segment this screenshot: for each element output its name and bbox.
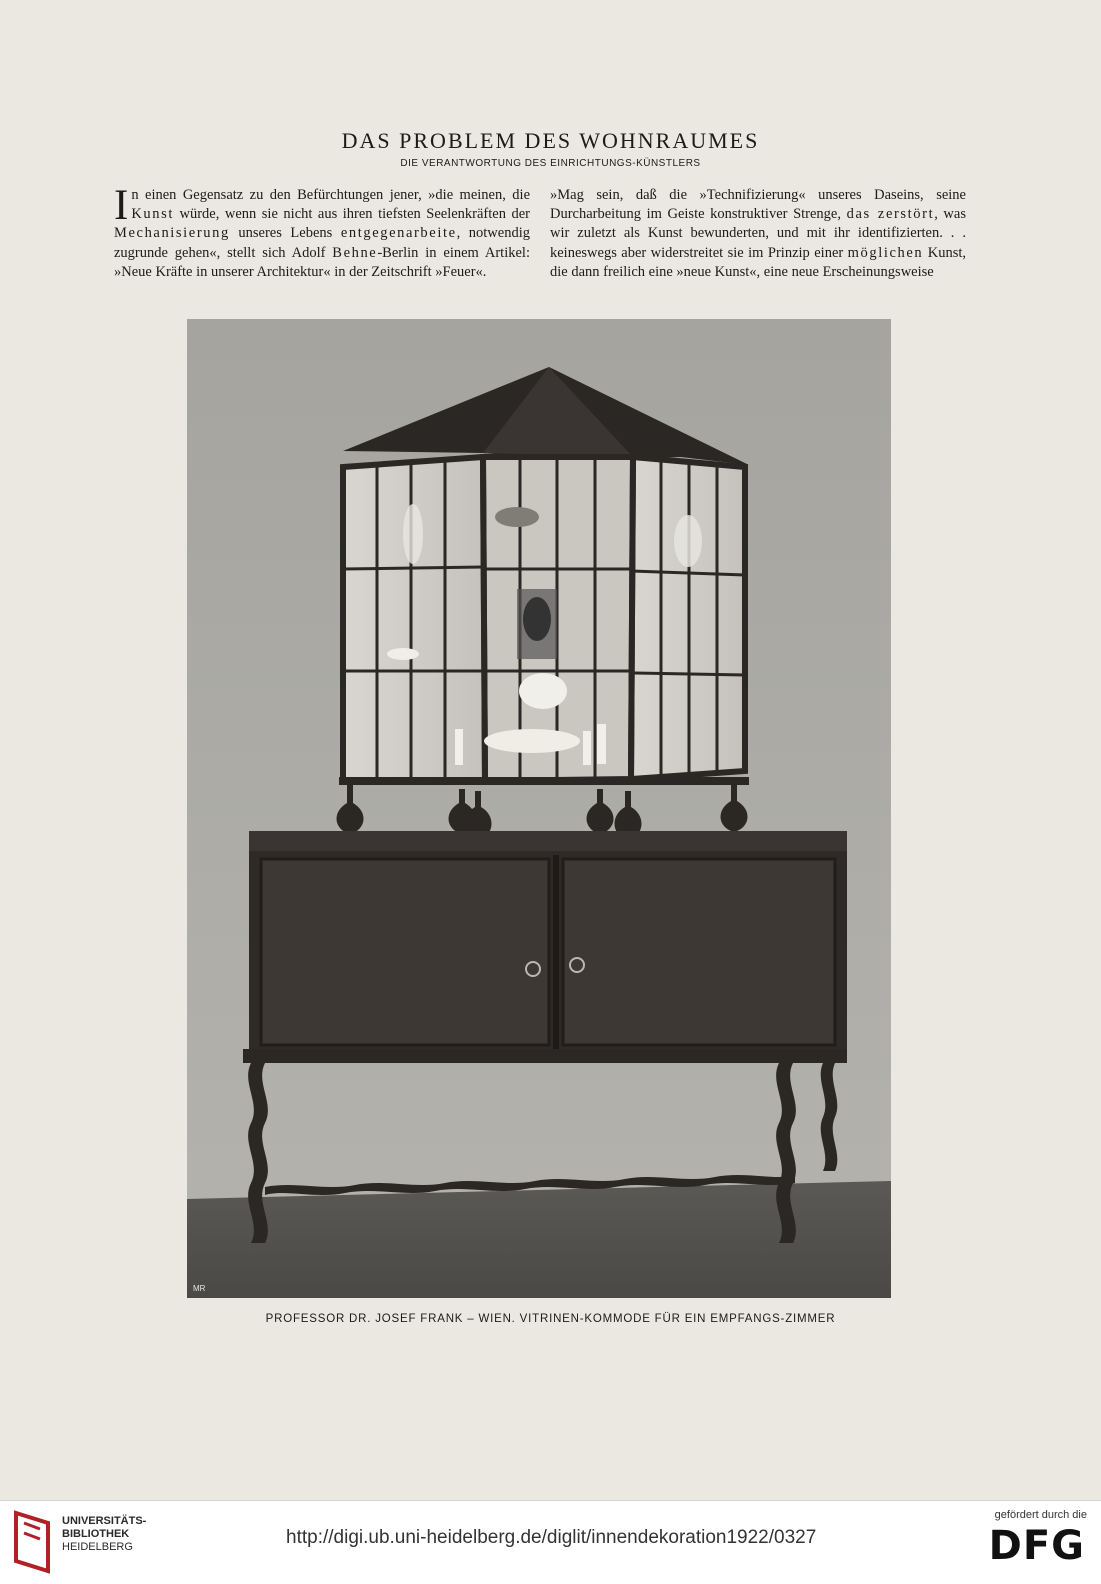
text-span: -Berlin in einem Artikel: »Neue Kräfte in unserer Architektur« in der Zeitschrift »Feuer«. [114,244,530,280]
dropcap: I [114,182,129,229]
dfg-logo[interactable]: DFG [988,1523,1085,1569]
article-subtitle: DIE VERANTWORTUNG DES EINRICHTUNGS-KÜNSTLERS [400,158,701,169]
viewer-footer [0,1500,1101,1584]
text-span: , notwendig zugrunde gehen«, stellt sich Adolf [114,225,530,261]
spaced-word: das zerstört [846,206,935,223]
text-span: unseres Lebens [229,225,341,242]
spaced-word: Kunst [131,206,174,223]
text-span: n einen Gegensatz zu den Befürchtungen jener, »die meinen, die [131,187,530,203]
spaced-word: Behne [332,244,378,261]
library-name-line: UNIVERSITÄTS- [62,1515,147,1527]
library-name-line: BIBLIOTHEK [62,1528,130,1540]
commode [243,851,847,1063]
library-name-line: HEIDELBERG [62,1541,133,1553]
permalink-url[interactable]: http://digi.ub.uni-heidelberg.de/diglit/innendekoration1922/0327 [286,1527,817,1548]
article-title: DAS PROBLEM DES WOHNRAUMES [341,128,760,153]
text-column-left [114,182,530,282]
library-name[interactable] [62,1515,146,1554]
photo-monogram: MR [193,1284,206,1293]
photo-caption: PROFESSOR DR. JOSEF FRANK – WIEN. VITRINEN-KOMMODE FÜR EIN EMPFANGS-ZIMMER [265,1313,836,1325]
spaced-word: möglichen [847,244,924,261]
library-logo-icon[interactable] [12,1509,56,1575]
vitrine [343,457,745,781]
spaced-word: Mechanisierung [114,225,230,242]
text-span: würde, wenn sie nicht aus ihren tiefsten Seelenkräften der [173,206,530,223]
text-column-right [550,186,966,282]
funded-by-label: gefördert durch die [994,1509,1087,1521]
text-span: , was wir zuletzt als Kunst bewunderten, und mit ihr identifizierten. . . keineswegs aber widerstreitet sie im Prinzip einer [550,206,966,261]
text-span: »Mag sein, daß die »Technifizierung« unseres Daseins, seine Durcharbeitung im Geiste konstruktiver Strenge, [550,187,966,223]
spaced-word: entgegenarbeite [340,225,457,242]
cabinet-photograph [187,319,891,1298]
text-span: Kunst, die dann freilich eine »neue Kunst«, eine neue Erscheinungsweise [550,244,966,280]
